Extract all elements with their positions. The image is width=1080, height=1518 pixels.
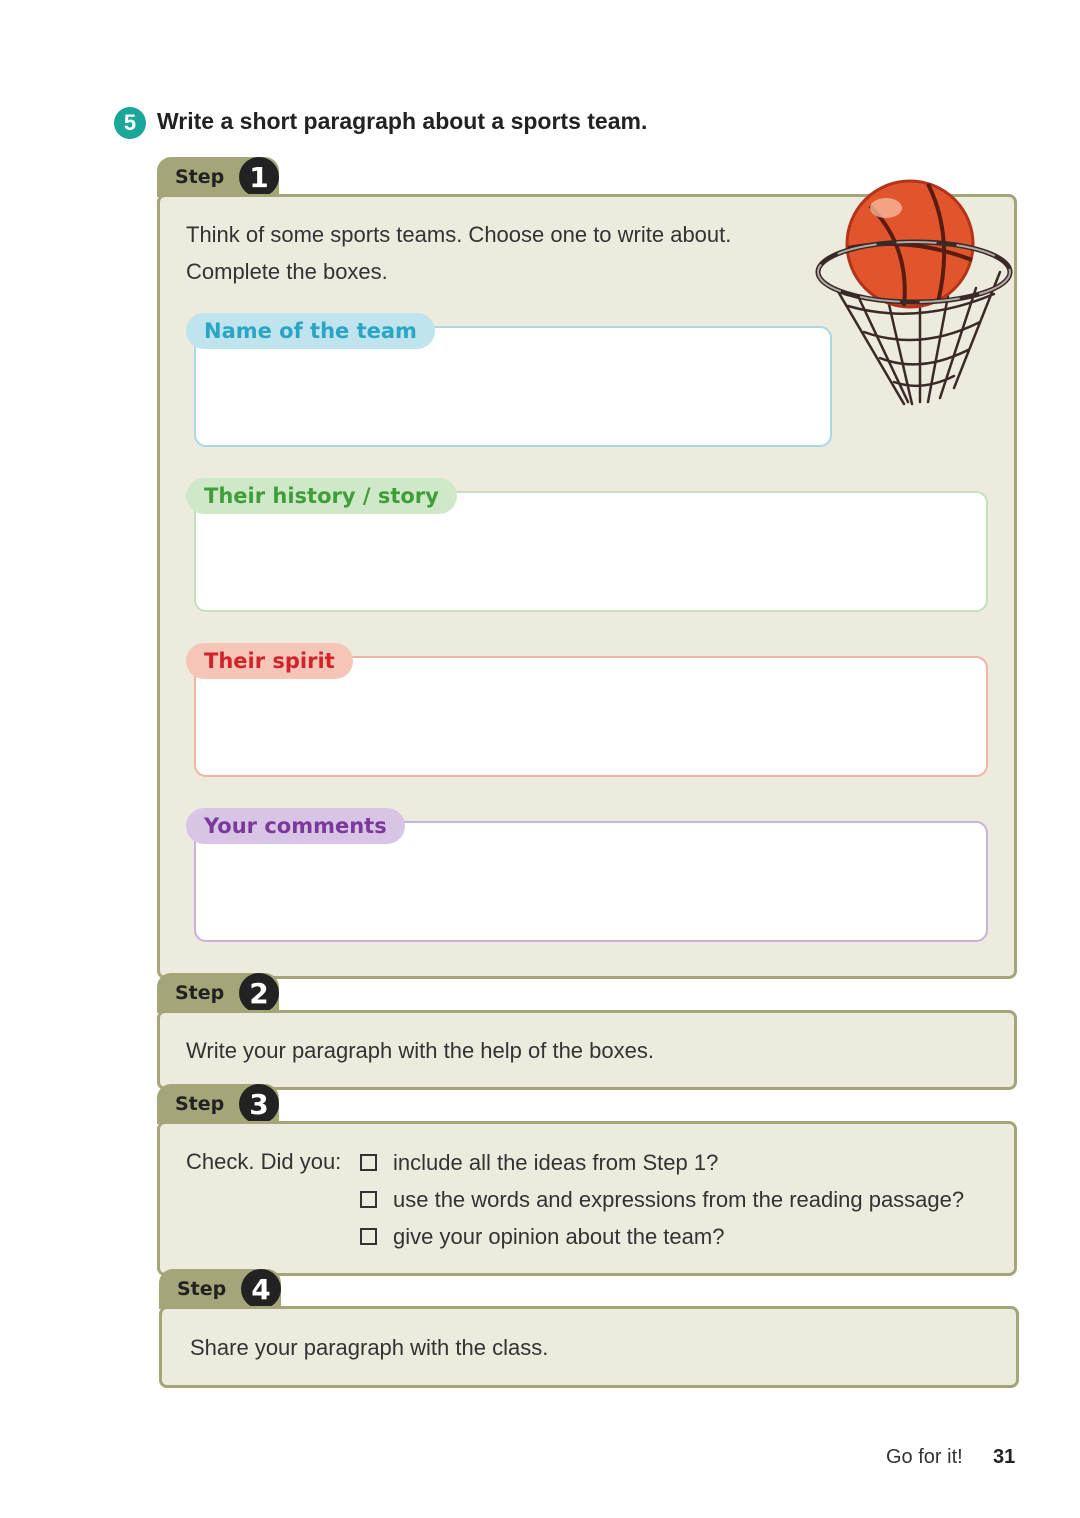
step-1-number: 1: [239, 157, 279, 197]
history-label: Their history / story: [186, 478, 457, 514]
step-4-tab: [159, 1269, 281, 1309]
team-name-label: Name of the team: [186, 313, 435, 349]
check-item-text: use the words and expressions from the reading passage?: [393, 1187, 965, 1212]
step-1-instruction: [186, 216, 731, 290]
checkbox[interactable]: [360, 1154, 377, 1171]
check-item-2[interactable]: [360, 1187, 964, 1213]
checkbox[interactable]: [360, 1228, 377, 1245]
step-4-number: 4: [241, 1269, 281, 1309]
step-4-instruction: Share your paragraph with the class.: [190, 1335, 549, 1360]
check-item-text: give your opinion about the team?: [393, 1224, 725, 1249]
exercise-title: Write a short paragraph about a sports team.: [157, 108, 648, 134]
step-2-tab: [157, 973, 279, 1013]
spirit-label: Their spirit: [186, 643, 353, 679]
step-1-instruction-line2: Complete the boxes.: [186, 259, 388, 284]
check-item-1[interactable]: [360, 1150, 718, 1176]
check-item-3[interactable]: [360, 1224, 724, 1250]
step-3-intro: Check. Did you:: [186, 1149, 342, 1174]
step-label: Step: [175, 982, 225, 1004]
checkbox[interactable]: [360, 1191, 377, 1208]
step-1-instruction-line1: Think of some sports teams. Choose one to write about.: [186, 222, 732, 247]
step-label: Step: [175, 166, 225, 188]
page-number: 31: [993, 1446, 1016, 1468]
step-2-instruction: Write your paragraph with the help of the boxes.: [186, 1038, 654, 1063]
exercise-number-badge: 5: [114, 107, 146, 139]
step-label: Step: [175, 1093, 225, 1115]
step-1-tab: [157, 157, 279, 197]
basketball-hoop-icon: [808, 176, 1014, 408]
step-3-tab: [157, 1084, 279, 1124]
step-2-number: 2: [239, 973, 279, 1013]
footer-book-title: Go for it!: [886, 1446, 963, 1468]
comments-label: Your comments: [186, 808, 405, 844]
step-3-number: 3: [239, 1084, 279, 1124]
step-label: Step: [177, 1278, 227, 1300]
check-item-text: include all the ideas from Step 1?: [393, 1150, 719, 1175]
